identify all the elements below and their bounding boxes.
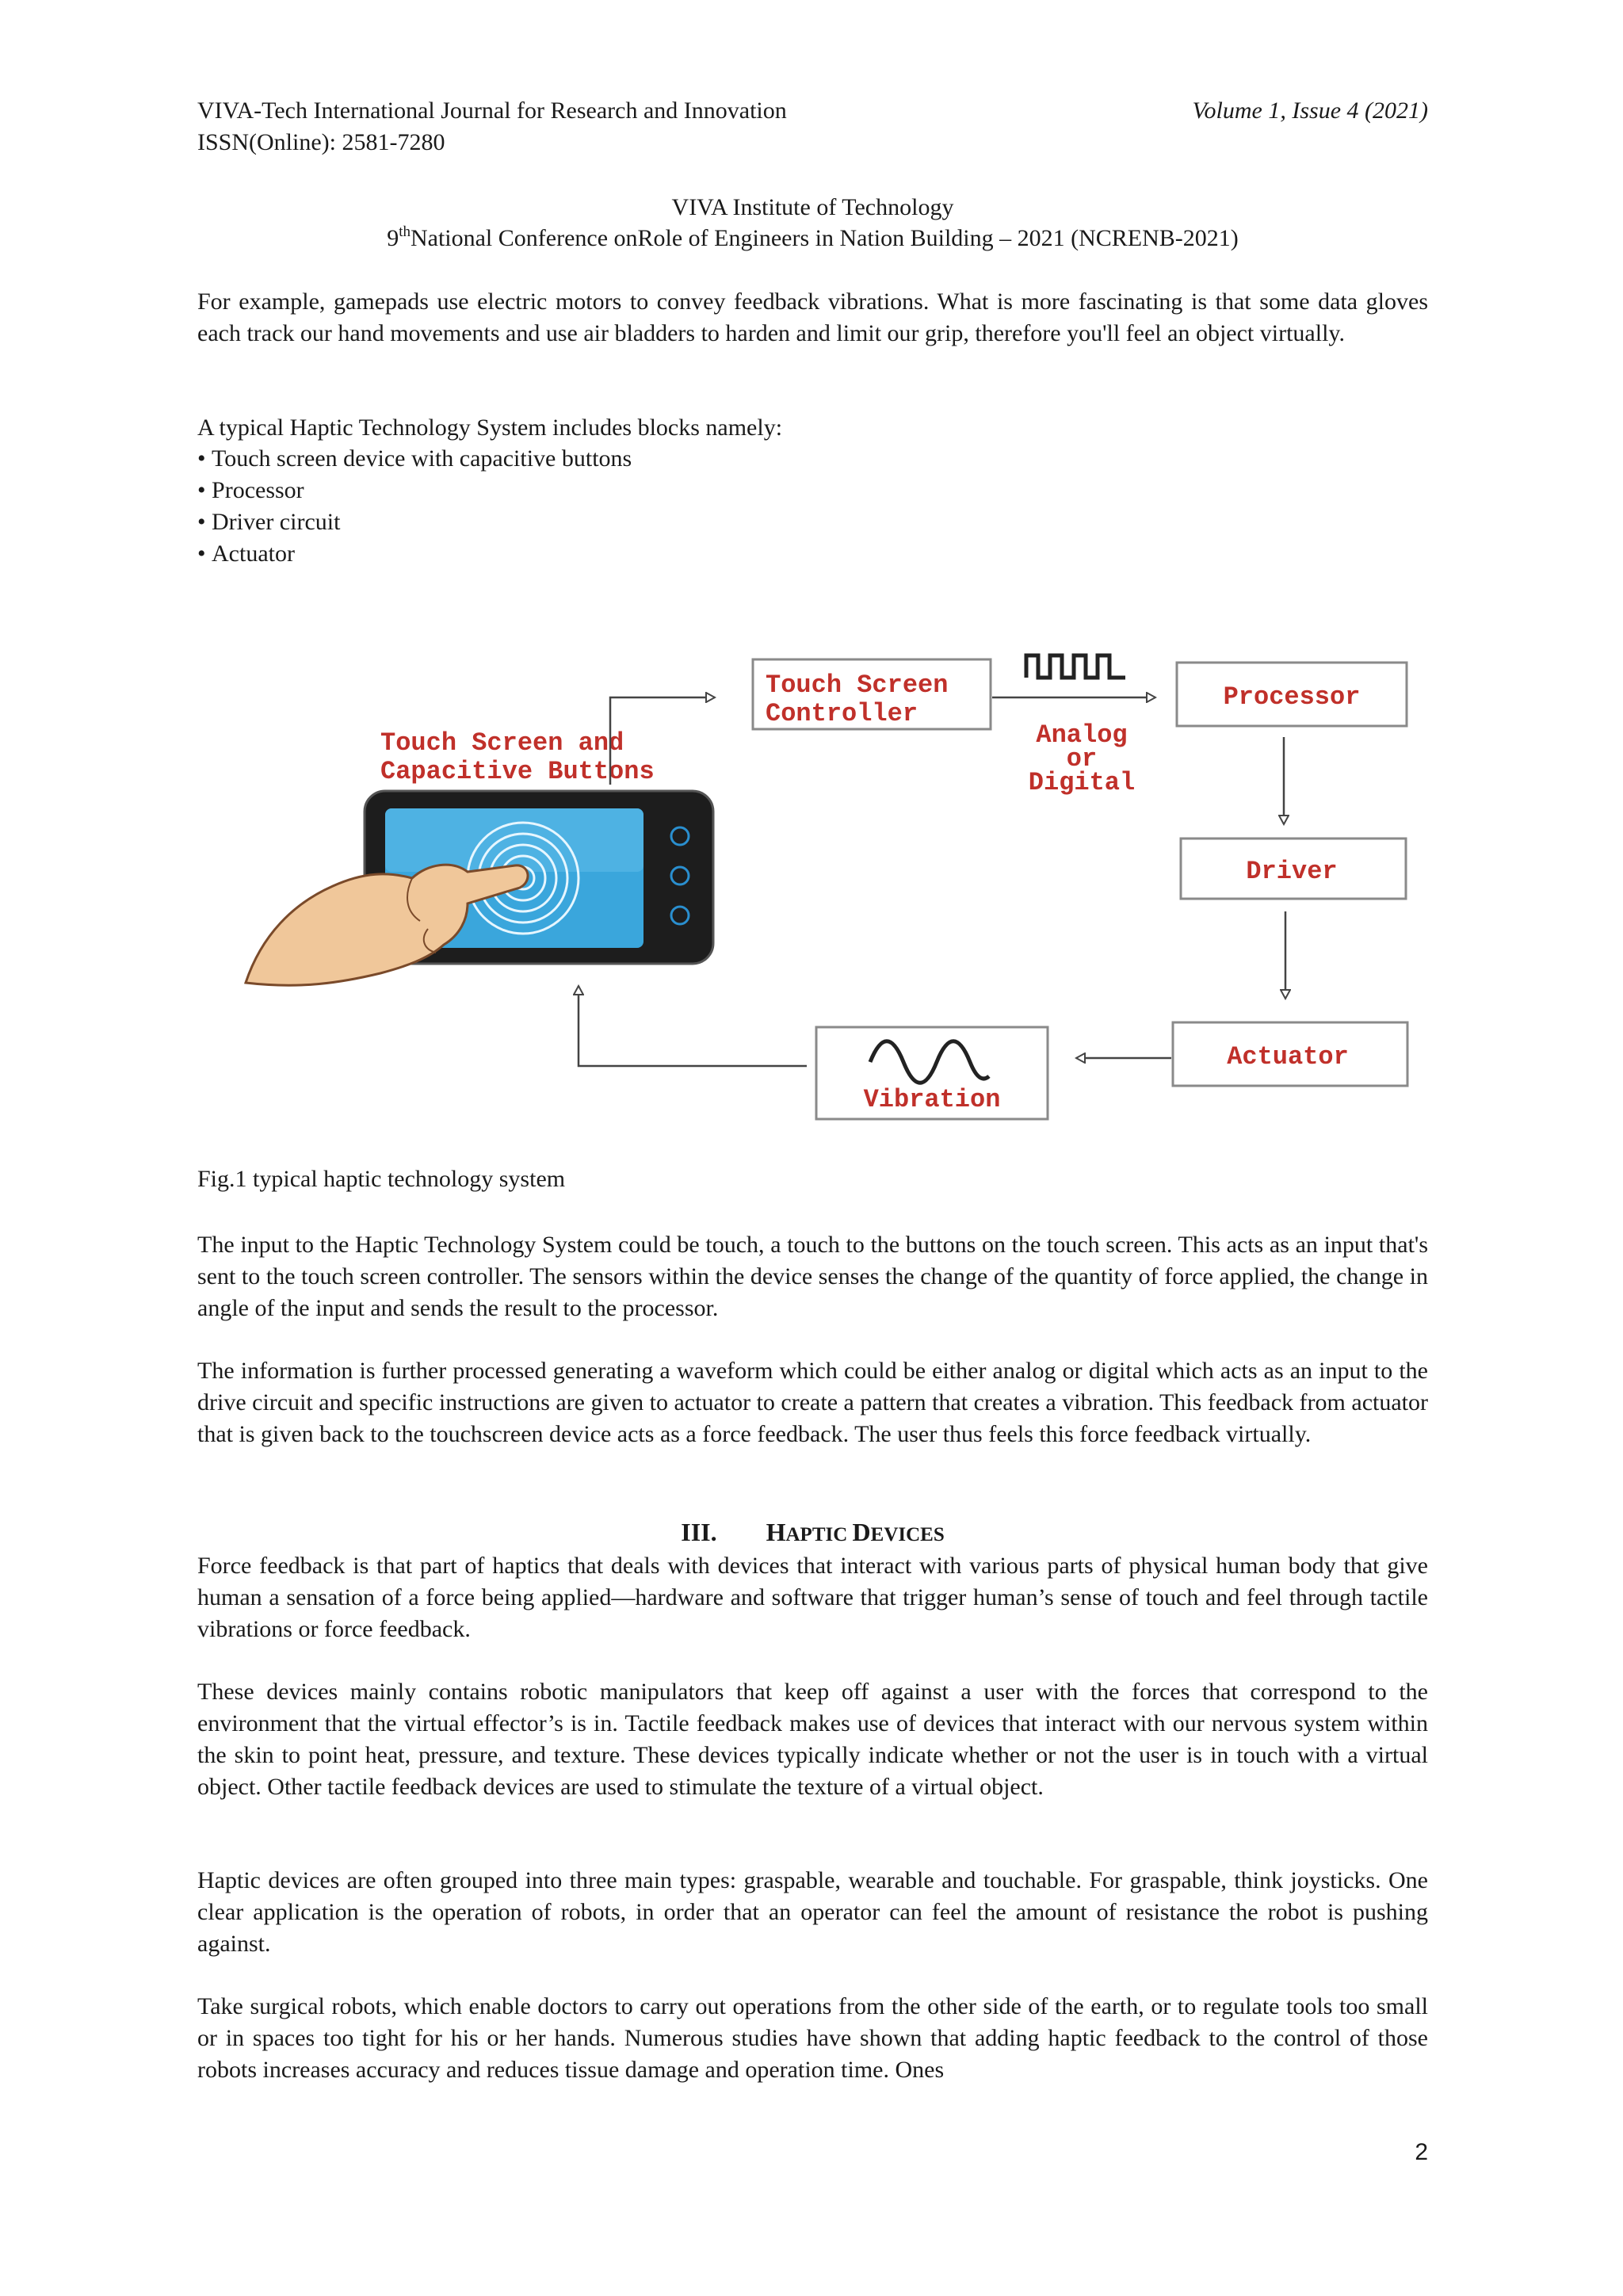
processor-label: Processor <box>1223 682 1361 712</box>
paragraph-surgical-robots: Take surgical robots, which enable doctors to carry out operations from the other side of the earth, or to regulate tools too small or in spaces too tight for his or her hands. Numerous studies have shown that adding haptic feedback to the control of those robots increases accuracy and reduces tissue damage and operation time. Ones <box>197 1993 1428 2083</box>
touch-screen-label-line2: Capacitive Buttons <box>380 757 655 786</box>
vibration-label: Vibration <box>863 1085 1001 1114</box>
paragraph-manipulators: These devices mainly contains robotic manipulators that keep off against a user with the forces that correspond to the environment that the virtual effector’s is in. Tactile feedback makes use of devices that interact with our nervous system within the skin to point heat, pressure, and texture. These devices typically indicate whether or not the user is in touch with a virtual object. Other tactile feedback devices are used to stimulate the texture of a virtual object. <box>197 1679 1428 1800</box>
section-title-part: EVICES <box>870 1524 945 1545</box>
haptic-system-diagram <box>230 634 1434 1141</box>
driver-label: Driver <box>1246 857 1338 886</box>
actuator-label: Actuator <box>1227 1042 1349 1072</box>
conference-ordinal: 9 <box>387 225 399 251</box>
section-title-initial: H <box>766 1518 786 1546</box>
controller-label-line2: Controller <box>766 699 918 728</box>
paragraph-gamepads: For example, gamepads use electric motors to convey feedback vibrations. What is more fascinating is that some data gloves each track our hand movements and use air bladders to harden and limit our grip, therefore you'll feel an object virtually. <box>197 288 1428 346</box>
signal-label-line1: Analog <box>1036 720 1128 750</box>
square-wave-icon <box>1026 655 1125 678</box>
paragraph-input: The input to the Haptic Technology System could be touch, a touch to the buttons on the touch screen. This acts as an input that's sent to the touch screen controller. The sensors within the device senses the change of the quantity of force applied, the change in angle of the input and sends the result to the processor. <box>197 1232 1428 1321</box>
conference-name <box>197 223 1428 254</box>
conference-title: National Conference onRole of Engineers in Nation Building – 2021 (NCRENB-2021) <box>410 225 1239 251</box>
paragraph-device-types: Haptic devices are often grouped into three main types: graspable, wearable and touchable. For graspable, think joysticks. One clear application is the operation of robots, in order that an operator can feel the amount of resistance the robot is pushing against. <box>197 1867 1428 1957</box>
touch-screen-label-line1: Touch Screen and <box>380 728 624 758</box>
section-heading <box>197 1516 1428 1551</box>
list-item: • Driver circuit <box>197 506 1428 538</box>
page-number: 2 <box>1415 2139 1428 2165</box>
list-item: • Processor <box>197 475 1428 506</box>
signal-label-line3: Digital <box>1028 768 1136 797</box>
touch-device-illustration <box>246 791 713 985</box>
institute-name: VIVA Institute of Technology <box>671 194 954 220</box>
paragraph-force-feedback: Force feedback is that part of haptics that deals with devices that interact with various parts of physical human body that give human a sensation of a force being applied—hardware and software that trigger human’s sense of touch and feel through tactile vibrations or force feedback. <box>197 1553 1428 1642</box>
paragraph-processing: The information is further processed generating a waveform which could be either analog or digital which acts as an input to the drive circuit and specific instructions are given to actuator to create a pattern that creates a vibration. This feedback from actuator that is given back to the touchscreen device acts as a force feedback. The user thus feels this force feedback virtually. <box>197 1358 1428 1447</box>
conference-ordinal-suffix: th <box>399 223 411 240</box>
feedback-arrow <box>579 986 807 1066</box>
section-number: III. <box>681 1518 717 1546</box>
block-list <box>197 443 1428 570</box>
list-item: • Touch screen device with capacitive buttons <box>197 443 1428 475</box>
list-item: • Actuator <box>197 538 1428 570</box>
section-title-part: APTIC <box>785 1524 853 1545</box>
volume-issue: Volume 1, Issue 4 (2021) <box>1192 97 1428 124</box>
issn: ISSN(Online): 2581-7280 <box>197 129 445 155</box>
list-intro: A typical Haptic Technology System includes blocks namely: <box>197 415 783 441</box>
controller-label-line1: Touch Screen <box>766 670 949 700</box>
signal-label-line2: or <box>1066 744 1098 774</box>
figure-caption: Fig.1 typical haptic technology system <box>197 1166 566 1192</box>
section-title-initial: D <box>852 1518 871 1546</box>
journal-name: VIVA-Tech International Journal for Research and Innovation <box>197 97 787 124</box>
